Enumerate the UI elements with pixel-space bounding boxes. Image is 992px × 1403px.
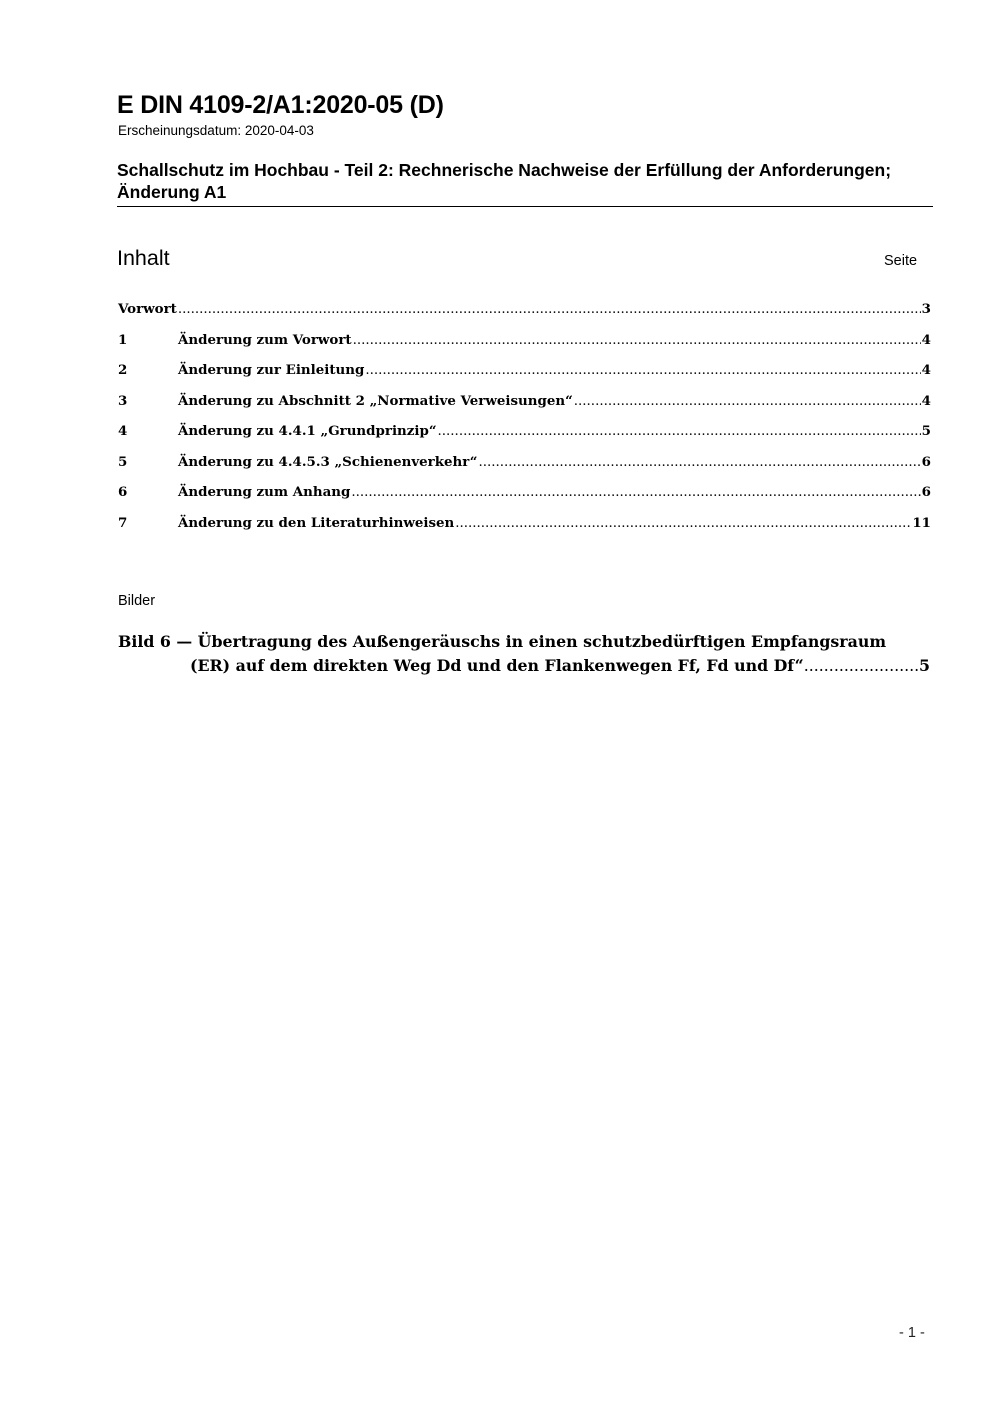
document-id: E DIN 4109-2/A1:2020-05 (D): [117, 91, 444, 119]
toc-entry-title: Änderung zur Einleitung: [178, 362, 365, 378]
toc-entry-title: Änderung zu den Literaturhinweisen: [178, 514, 455, 531]
dot-leader: [804, 654, 919, 678]
toc-entry-title: Änderung zu Abschnitt 2 „Normative Verweisungen“: [178, 392, 573, 409]
figure-entry-title-line1: Bild 6 — Übertragung des Außengeräuschs in einen schutzbedürftigen Empfangsraum: [118, 632, 887, 651]
dot-leader: [178, 302, 921, 317]
dot-leader: [353, 333, 921, 348]
figure-entry-page: 5: [919, 656, 930, 675]
toc-entry-page: 6: [921, 484, 931, 500]
toc-entry-title: Änderung zum Anhang: [178, 484, 351, 500]
toc-entry-2[interactable]: [118, 362, 931, 393]
dot-leader: [438, 424, 921, 439]
dot-leader: [478, 455, 920, 470]
toc-entry-title: Vorwort: [118, 301, 177, 317]
toc-entry-page: 6: [921, 453, 931, 470]
toc-entry-title: Änderung zu 4.4.1 „Grundprinzip“: [178, 423, 437, 439]
toc-entry-number: 5: [118, 453, 128, 470]
toc-entry-4[interactable]: [118, 423, 931, 454]
toc-entry-5[interactable]: [118, 454, 931, 485]
toc-entry-page: 4: [921, 392, 931, 409]
figure-entry-line2: [118, 654, 930, 678]
toc-entry-title: Änderung zum Vorwort: [178, 331, 352, 348]
toc-entry-number: 7: [118, 514, 128, 531]
figure-entry-bild-6[interactable]: [118, 630, 930, 678]
toc-entry-page: 4: [921, 362, 931, 378]
dot-leader: [455, 516, 911, 531]
toc-entry-3[interactable]: [118, 393, 931, 424]
toc-entry-number: 2: [118, 362, 128, 378]
publication-date: Erscheinungsdatum: 2020-04-03: [118, 123, 314, 138]
dot-leader: [351, 485, 920, 500]
toc-entry-vorwort[interactable]: [118, 301, 931, 332]
toc-entry-page: 5: [921, 423, 931, 439]
toc-heading: Inhalt: [117, 246, 170, 270]
toc-page-column-label: Seite: [884, 253, 918, 269]
figure-entry-title-line2: (ER) auf dem direkten Weg Dd und den Flankenwegen Ff, Fd und Df“: [190, 656, 804, 675]
toc-entry-page: 3: [921, 301, 931, 317]
table-of-contents: [118, 301, 931, 545]
document-title: Schallschutz im Hochbau - Teil 2: Rechnerische Nachweise der Erfüllung der Anforderungen; Änderung A1: [117, 160, 892, 202]
page-number: - 1 -: [899, 1325, 925, 1341]
toc-entry-6[interactable]: [118, 484, 931, 515]
toc-entry-page: 11: [912, 514, 931, 531]
toc-entry-1[interactable]: [118, 332, 931, 363]
toc-entry-title: Änderung zu 4.4.5.3 „Schienenverkehr“: [178, 453, 478, 470]
toc-entry-number: 6: [118, 484, 128, 500]
figures-heading: Bilder: [118, 593, 156, 609]
toc-entry-number: 3: [118, 392, 128, 409]
toc-entry-page: 4: [921, 331, 931, 348]
dot-leader: [574, 394, 921, 409]
toc-entry-number: 1: [118, 331, 128, 348]
title-divider: [117, 206, 933, 207]
toc-entry-number: 4: [118, 423, 128, 439]
dot-leader: [365, 363, 920, 378]
toc-entry-7[interactable]: [118, 515, 931, 546]
